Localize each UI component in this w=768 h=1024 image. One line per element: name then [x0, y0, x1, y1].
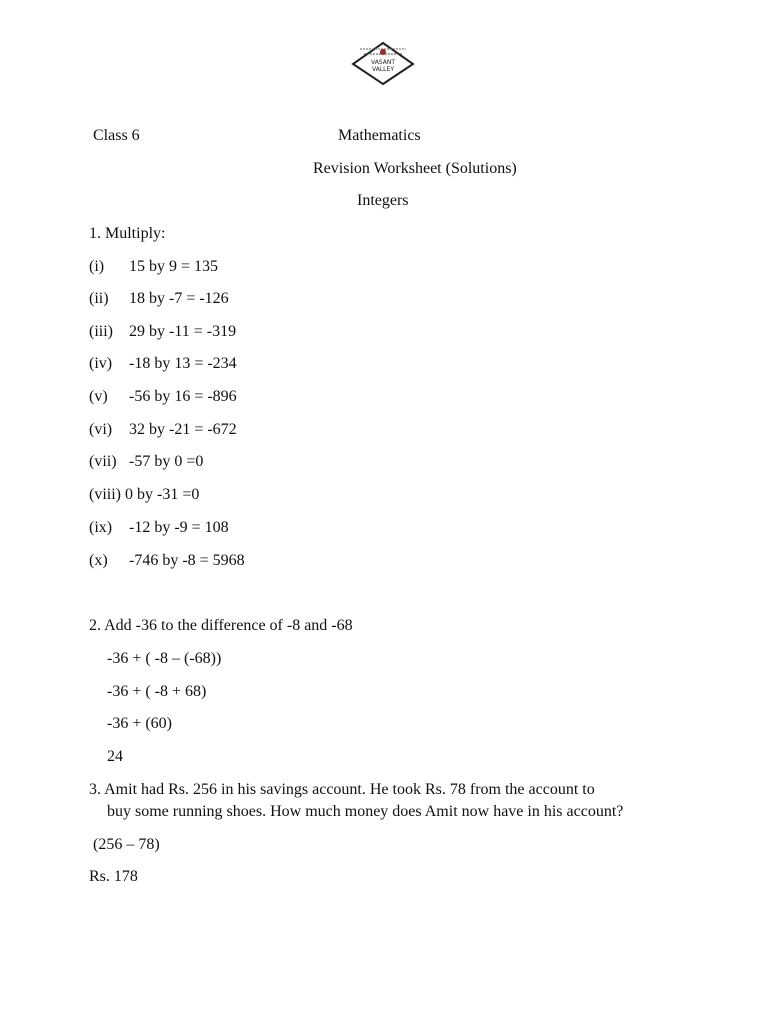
item-number: (iv) — [89, 355, 113, 372]
logo-text-valley: VALLEY — [372, 66, 394, 73]
q3-text-line-1: 3. Amit had Rs. 256 in his savings account. He took Rs. 78 from the account to — [89, 781, 595, 798]
item-text: 29 by -11 = -319 — [129, 323, 237, 340]
list-item — [89, 518, 229, 538]
list-item — [89, 387, 237, 407]
item-number: (vii) — [89, 453, 117, 470]
q2-step: -36 + (60) — [107, 715, 173, 732]
topic-title: Integers — [357, 192, 409, 209]
item-number: (iii) — [89, 323, 113, 340]
logo-text-vasant: VASANT — [370, 59, 396, 66]
item-number: (v) — [89, 388, 108, 405]
q1-heading: 1. Multiply: — [89, 225, 166, 242]
q2-answer: 24 — [107, 748, 123, 765]
q2-heading: 2. Add -36 to the difference of -8 and -68 — [89, 617, 353, 634]
list-item — [89, 551, 245, 571]
list-item — [89, 354, 237, 374]
item-number: (vi) — [89, 421, 113, 438]
item-text: 15 by 9 = 135 — [129, 258, 219, 275]
item-text: -746 by -8 = 5968 — [129, 552, 245, 569]
list-item — [89, 289, 229, 309]
item-text: -56 by 16 = -896 — [129, 388, 237, 405]
q3-text-line-2: buy some running shoes. How much money does Amit now have in his account? — [107, 803, 624, 820]
item-text: -57 by 0 =0 — [129, 453, 204, 470]
item-text: 18 by -7 = -126 — [129, 290, 229, 307]
item-text: -18 by 13 = -234 — [129, 355, 237, 372]
item-number: (x) — [89, 552, 108, 569]
list-item — [89, 485, 199, 505]
list-item — [89, 452, 203, 472]
school-logo — [350, 40, 416, 86]
item-number: (ix) — [89, 519, 113, 536]
item-number: (viii) — [89, 486, 121, 503]
q2-step: -36 + ( -8 – (-68)) — [107, 650, 222, 667]
list-item — [89, 420, 237, 440]
worksheet-title: Revision Worksheet (Solutions) — [313, 160, 517, 177]
item-number: (i) — [89, 258, 105, 275]
q2-step: -36 + ( -8 + 68) — [107, 683, 207, 700]
q3-step: (256 – 78) — [89, 836, 160, 853]
subject-label: Mathematics — [338, 127, 421, 144]
class-label: Class 6 — [93, 127, 140, 144]
q3-answer: Rs. 178 — [89, 868, 138, 885]
list-item — [89, 257, 218, 277]
item-text: 32 by -21 = -672 — [129, 421, 237, 438]
item-text: -12 by -9 = 108 — [129, 519, 229, 536]
list-item — [89, 322, 236, 342]
item-text: 0 by -31 =0 — [125, 486, 200, 503]
item-number: (ii) — [89, 290, 109, 307]
